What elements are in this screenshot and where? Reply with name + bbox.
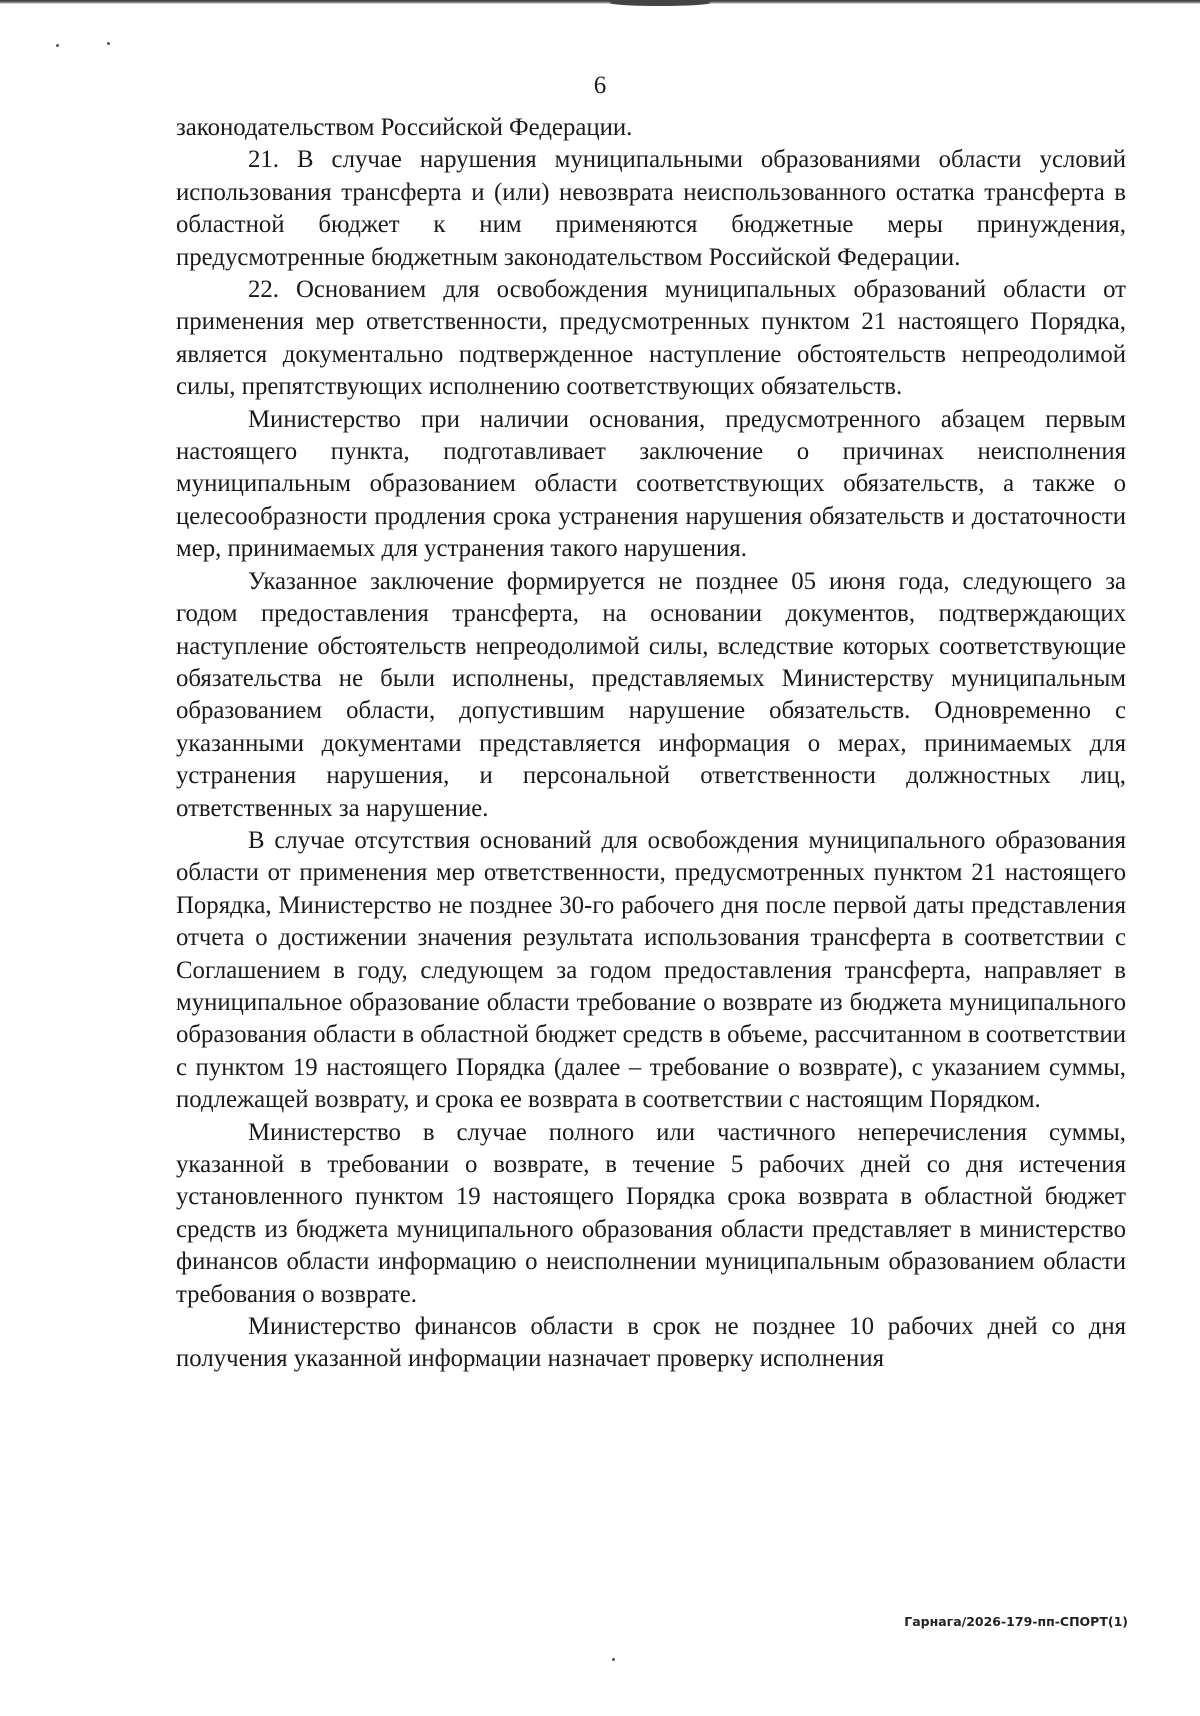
paragraph-conclusion-deadline: Указанное заключение формируется не позднее 05 июня года, следующего за годом предоставления трансферта, на основании документов, подтверждающих наступление обстоятельств непреодолимой силы, вследствие которых соответствующие обязательства не были исполнены, представляемых Министерству муниципальным образованием области, допустившим нарушение обязательств. Одновременно с указанными документами представляется информация о мерах, принимаемых для устранения нарушения, и персональной ответственности должностных лиц, ответственных за нарушение. (176, 567, 1126, 822)
scan-speck (107, 42, 110, 45)
document-reference-code: Гарнага/2026-179-пп-СПОРТ(1) (904, 1614, 1128, 1629)
document-body (176, 112, 1126, 1376)
paragraph-finance-ministry-check: Министерство финансов области в срок не позднее 10 рабочих дней со дня получения указанной информации назначает проверку исполнения (176, 1313, 1126, 1373)
page-number: 6 (593, 72, 607, 99)
paragraph-nonpayment-report: Министерство в случае полного или частичного неперечисления суммы, указанной в требовании о возврате, в течение 5 рабочих дней со дня истечения установленного пунктом 19 настоящего Порядка срока возврата в областной бюджет средств из бюджета муниципального образования области представляет в министерство финансов области информацию о неисполнении муниципальным образованием области требования о возврате. (176, 1118, 1126, 1308)
scan-speck (56, 44, 59, 47)
paragraph-continuation: законодательством Российской Федерации. (176, 114, 633, 141)
paragraph-clause-22: 22. Основанием для освобождения муниципальных образований области от применения мер ответственности, предусмотренных пунктом 21 настоящего Порядка, является документально подтвержденное наступление обстоятельств непреодолимой силы, препятствующих исполнению соответствующих обязательств. (176, 276, 1126, 401)
paragraph-clause-21: 21. В случае нарушения муниципальными образованиями области условий использования трансферта и (или) невозврата неиспользованного остатка трансферта в областной бюджет к ним применяются бюджетные меры принуждения, предусмотренные бюджетным законодательством Российской Федерации. (176, 146, 1126, 271)
paragraph-ministry-conclusion: Министерство при наличии основания, предусмотренного абзацем первым настоящего пункта, подготавливает заключение о причинах неисполнения муниципальным образованием области соответствующих обязательств, а также о целесообразности продления срока устранения нарушения обязательств и достаточности мер, принимаемых для устранения такого нарушения. (176, 405, 1126, 563)
scan-speck (612, 1658, 615, 1661)
paragraph-refund-demand: В случае отсутствия оснований для освобождения муниципального образования области от применения мер ответственности, предусмотренных пунктом 21 настоящего Порядка, Министерство не позднее 30-го рабочего дня после первой даты представления отчета о достижении значения результата использования трансферта в соответствии с Соглашением в году, следующем за годом предоставления трансферта, направляет в муниципальное образование области требование о возврате из бюджета муниципального образования области в областной бюджет средств в объеме, рассчитанном в соответствии с пунктом 19 настоящего Порядка (далее – требование о возврате), с указанием суммы, подлежащей возврату, и срока ее возврата в соответствии с настоящим Порядком. (176, 826, 1126, 1114)
scan-edge-mark (610, 0, 710, 6)
scan-top-edge (0, 0, 1200, 4)
